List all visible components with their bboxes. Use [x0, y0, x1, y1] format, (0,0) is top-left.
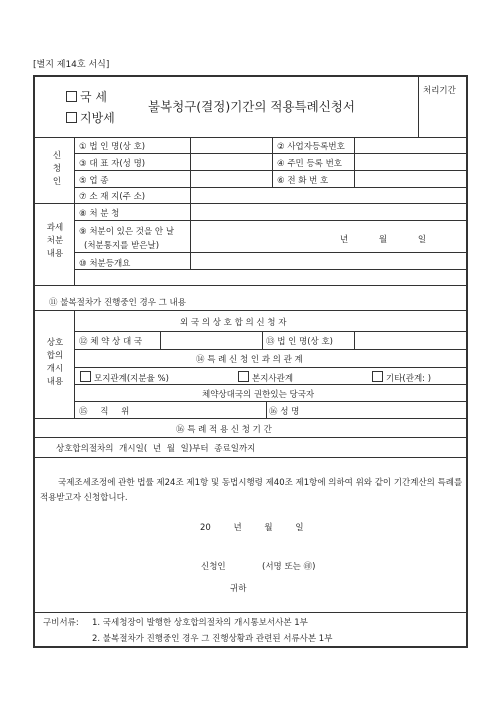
- tax-option-national[interactable]: 국 세: [66, 88, 107, 105]
- business-type-label: ⑤ 업 종: [79, 176, 109, 186]
- sign-date[interactable]: 20 년 월 일: [200, 523, 304, 533]
- known-date-field[interactable]: 년 월 일: [340, 235, 427, 245]
- special-period-header: ⑯ 특 례 적 용 신 청 기 간: [176, 425, 272, 435]
- form-title: 불복청구(결정)기간의 적용특례신청서: [148, 99, 355, 114]
- frame-left: [33, 75, 35, 647]
- position-field[interactable]: [160, 402, 264, 417]
- signature-field[interactable]: (서명 또는 ㊞): [262, 562, 316, 572]
- relation-option-other[interactable]: 기타(관계: ): [372, 371, 431, 384]
- frame-bottom: [33, 646, 468, 648]
- business-type-field[interactable]: [191, 171, 271, 186]
- required-doc-2: 2. 불복절차가 진행중인 경우 그 진행상황과 관련된 서류사본 1부: [92, 634, 333, 644]
- form-number: [별지 제14호 서식]: [33, 60, 110, 70]
- applicant-sign-label: 신청인: [201, 562, 226, 572]
- foreign-corp-name-label: ⑬ 법 인 명(상 호): [266, 337, 333, 347]
- phone-label: ⑥ 전 화 번 호: [277, 176, 329, 186]
- known-date-label-2: (처분통지를 받은날): [84, 241, 160, 251]
- disposition-section-label: 과세처분내용: [46, 223, 64, 259]
- corp-name-label: ① 법 인 명(상 호): [79, 142, 146, 152]
- relationship-header: ⑭ 특 례 신 청 인 과 의 관 계: [196, 355, 303, 365]
- frame-top: [33, 75, 468, 77]
- address-label: ⑦ 소 재 지(주 소): [79, 192, 146, 202]
- frame-right: [466, 75, 468, 647]
- addressee: 귀하: [230, 584, 247, 594]
- corp-name-field[interactable]: [191, 138, 271, 152]
- required-docs-label: 구비서류:: [43, 618, 79, 628]
- relation-option-parent[interactable]: 모지관계(지분율 %): [80, 371, 169, 384]
- mutual-agreement-section-label: 상호합의개시내용: [46, 338, 64, 387]
- disposition-summary-label: ⑩ 처분등개요: [79, 259, 131, 269]
- representative-label: ③ 대 표 자(성 명): [79, 159, 146, 169]
- position-label: ⑮ 직 위: [79, 407, 130, 417]
- treaty-country-label: ⑫ 체 약 상 대 국: [79, 337, 143, 347]
- address-field[interactable]: [191, 188, 465, 202]
- authority-header: 체약상대국의 권한있는 당국자: [202, 390, 315, 400]
- applicant-section-label: 신청인: [52, 151, 62, 187]
- biz-reg-no-field[interactable]: [355, 138, 465, 152]
- special-period-text[interactable]: 상호합의절차의 개시일( 년 월 일)부터 종료일까지: [56, 444, 256, 454]
- foreign-corp-name-field[interactable]: [355, 332, 465, 348]
- processing-period-label: 처리기간: [423, 86, 456, 96]
- foreign-applicant-header: 외 국 의 상 호 합 의 신 청 자: [180, 318, 287, 328]
- summary-field[interactable]: [191, 253, 465, 268]
- biz-reg-no-label: ② 사업자등록번호: [277, 142, 345, 152]
- known-date-label-1: ⑨ 처분이 있은 것을 안 날: [79, 227, 175, 237]
- agency-field[interactable]: [191, 204, 465, 219]
- required-doc-1: 1. 국세청장이 발행한 상호합의절차의 개시통보서사본 1부: [92, 618, 308, 628]
- resident-reg-no-field[interactable]: [355, 154, 465, 169]
- agency-label: ⑧ 처 분 청: [79, 209, 120, 219]
- representative-field[interactable]: [191, 154, 271, 169]
- tax-option-local[interactable]: 지방세: [66, 109, 115, 126]
- title-divider: [418, 75, 419, 137]
- application-statement: 국제조세조정에 관한 법률 제24조 제1항 및 동법시행령 제40조 제1항에 의하여 위와 같이 기간계산의 특례를 적용받고자 신청합니다.: [40, 478, 463, 503]
- person-name-label: ⑯ 성 명: [269, 407, 300, 417]
- person-name-field[interactable]: [330, 402, 465, 417]
- relation-option-branch[interactable]: 본지사관계: [238, 371, 293, 384]
- phone-field[interactable]: [355, 171, 465, 186]
- appeal-in-progress-label: ⑪ 불복절차가 진행중인 경우 그 내용: [49, 298, 186, 308]
- resident-reg-no-label: ④ 주민 등록 번호: [277, 159, 342, 169]
- treaty-country-field[interactable]: [161, 332, 261, 348]
